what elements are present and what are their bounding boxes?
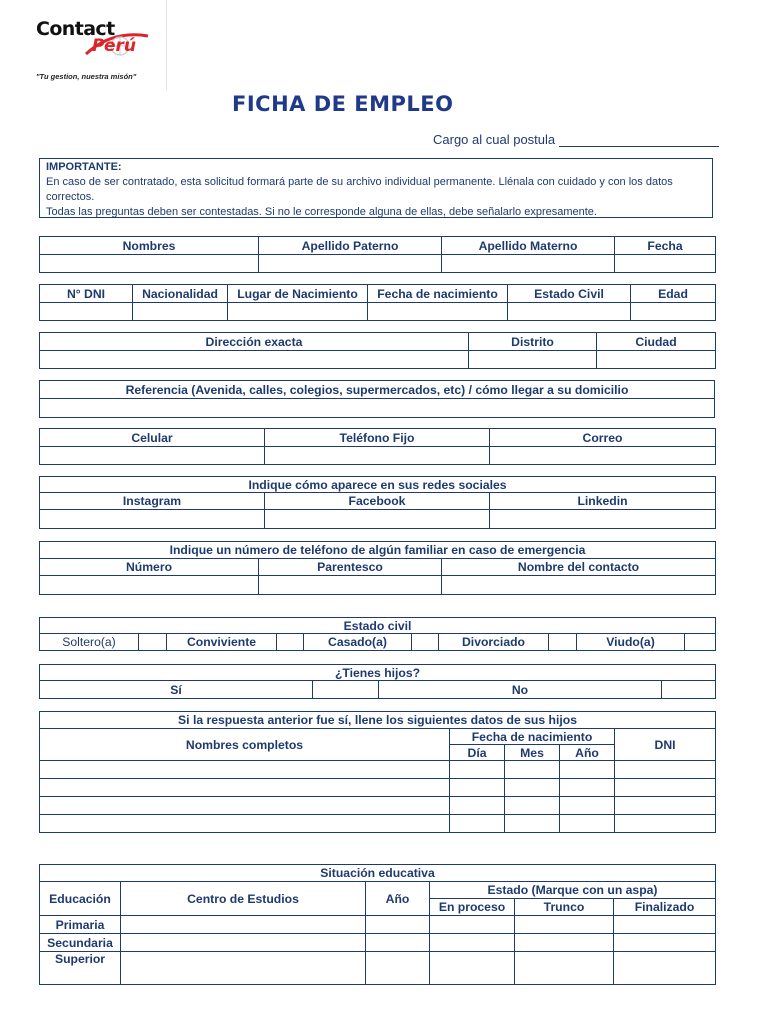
header-anio: Año — [560, 745, 615, 761]
input-correo[interactable] — [490, 447, 716, 465]
civil-status-table — [39, 617, 716, 651]
label-soltero: Soltero(a) — [40, 634, 139, 651]
identification-table — [39, 284, 716, 321]
header-distrito: Distrito — [469, 333, 597, 351]
input-fecha-nacimiento[interactable] — [368, 303, 508, 321]
input-hijo-dni[interactable] — [615, 815, 716, 833]
header-trunco: Trunco — [515, 899, 614, 916]
header-mes: Mes — [505, 745, 560, 761]
input-hijo-dia[interactable] — [450, 797, 505, 815]
input-distrito[interactable] — [469, 351, 597, 369]
input-primaria-en-proceso[interactable] — [430, 916, 515, 934]
header-dia: Día — [450, 745, 505, 761]
input-superior-anio[interactable] — [366, 952, 430, 985]
input-referencia[interactable] — [40, 399, 715, 418]
input-ciudad[interactable] — [597, 351, 716, 369]
input-superior-centro[interactable] — [121, 952, 366, 985]
input-hijo-nombre[interactable] — [40, 779, 450, 797]
header-nombre-contacto: Nombre del contacto — [442, 559, 716, 576]
label-si: Sí — [40, 681, 313, 699]
input-instagram[interactable] — [40, 510, 265, 529]
header-celular: Celular — [40, 429, 265, 447]
input-edad[interactable] — [631, 303, 716, 321]
header-dni: N° DNI — [40, 285, 133, 303]
input-lugar-nacimiento[interactable] — [228, 303, 368, 321]
header-nombres-completos: Nombres completos — [40, 729, 450, 761]
header-divider — [166, 0, 167, 90]
input-celular[interactable] — [40, 447, 265, 465]
input-hijo-dia[interactable] — [450, 815, 505, 833]
header-finalizado: Finalizado — [614, 899, 716, 916]
input-secundaria-centro[interactable] — [121, 934, 366, 952]
children-yes-no-table — [39, 664, 716, 699]
input-nombre-contacto[interactable] — [442, 576, 716, 595]
logo-tagline: "Tu gestion, nuestra misón" — [36, 72, 137, 81]
checkbox-viudo[interactable] — [685, 634, 716, 651]
label-conviviente: Conviviente — [167, 634, 277, 651]
header-fecha-nacimiento-hijos: Fecha de nacimiento — [450, 729, 615, 745]
input-hijo-dni[interactable] — [615, 797, 716, 815]
input-hijo-dni[interactable] — [615, 761, 716, 779]
header-educacion: Educación — [40, 882, 121, 916]
cargo-label: Cargo al cual postula — [433, 132, 556, 147]
input-hijo-anio[interactable] — [560, 779, 615, 797]
header-datos-hijos: Si la respuesta anterior fue sí, llene los siguientes datos de sus hijos — [40, 712, 716, 729]
header-fecha-nacimiento: Fecha de nacimiento — [368, 285, 508, 303]
checkbox-conviviente[interactable] — [277, 634, 304, 651]
header-referencia: Referencia (Avenida, calles, colegios, supermercados, etc) / cómo llegar a su domicilio — [40, 381, 715, 399]
checkbox-no[interactable] — [662, 681, 716, 699]
important-notice — [39, 158, 713, 218]
logo-text-contact: Contact — [36, 18, 115, 40]
input-superior-trunco[interactable] — [515, 952, 614, 985]
input-hijo-anio[interactable] — [560, 761, 615, 779]
contact-table — [39, 428, 716, 465]
table-row — [40, 797, 716, 815]
header-estado-civil-section: Estado civil — [40, 618, 716, 634]
checkbox-si[interactable] — [313, 681, 379, 699]
input-superior-en-proceso[interactable] — [430, 952, 515, 985]
header-anio-educacion: Año — [366, 882, 430, 916]
table-row — [40, 815, 716, 833]
input-hijo-nombre[interactable] — [40, 815, 450, 833]
input-nacionalidad[interactable] — [133, 303, 228, 321]
input-facebook[interactable] — [265, 510, 490, 529]
address-table — [39, 332, 716, 369]
header-ciudad: Ciudad — [597, 333, 716, 351]
header-parentesco: Parentesco — [259, 559, 442, 576]
header-facebook: Facebook — [265, 493, 490, 510]
input-secundaria-anio[interactable] — [366, 934, 430, 952]
input-primaria-finalizado[interactable] — [614, 916, 716, 934]
input-telefono[interactable] — [265, 447, 490, 465]
header-numero: Número — [40, 559, 259, 576]
input-dni[interactable] — [40, 303, 133, 321]
header-centro-estudios: Centro de Estudios — [121, 882, 366, 916]
label-secundaria: Secundaria — [40, 934, 121, 952]
input-hijo-anio[interactable] — [560, 797, 615, 815]
header-tienes-hijos: ¿Tienes hijos? — [40, 665, 716, 681]
input-primaria-centro[interactable] — [121, 916, 366, 934]
header-en-proceso: En proceso — [430, 899, 515, 916]
header-telefono: Teléfono Fijo — [265, 429, 490, 447]
input-secundaria-trunco[interactable] — [515, 934, 614, 952]
input-parentesco[interactable] — [259, 576, 442, 595]
input-hijo-mes[interactable] — [505, 779, 560, 797]
input-direccion[interactable] — [40, 351, 469, 369]
checkbox-soltero[interactable] — [139, 634, 167, 651]
label-no: No — [379, 681, 662, 699]
header-redes-sociales: Indique cómo aparece en sus redes sociales — [40, 477, 716, 493]
header-edad: Edad — [631, 285, 716, 303]
reference-table — [39, 380, 715, 418]
social-table — [39, 476, 716, 529]
input-fecha[interactable] — [615, 255, 716, 273]
children-details-table — [39, 711, 716, 833]
label-superior: Superior — [40, 952, 121, 985]
input-hijo-dni[interactable] — [615, 779, 716, 797]
emergency-table — [39, 541, 716, 595]
notice-line-2: Todas las preguntas deben ser contestadas. Si no le corresponde alguna de ellas, debe señalarlo expresamente. — [46, 206, 597, 218]
header-apellido-materno: Apellido Materno — [442, 237, 615, 255]
input-hijo-mes[interactable] — [505, 761, 560, 779]
input-secundaria-finalizado[interactable] — [614, 934, 716, 952]
input-hijo-dia[interactable] — [450, 761, 505, 779]
input-apellido-materno[interactable] — [442, 255, 615, 273]
input-linkedin[interactable] — [490, 510, 716, 529]
header-fecha: Fecha — [615, 237, 716, 255]
checkbox-casado[interactable] — [412, 634, 439, 651]
input-hijo-mes[interactable] — [505, 797, 560, 815]
input-hijo-mes[interactable] — [505, 815, 560, 833]
input-hijo-nombre[interactable] — [40, 761, 450, 779]
header-correo: Correo — [490, 429, 716, 447]
logo-text-peru: Perú — [92, 36, 137, 56]
input-hijo-nombre[interactable] — [40, 797, 450, 815]
label-primaria: Primaria — [40, 916, 121, 934]
cargo-input-line[interactable] — [559, 133, 719, 147]
header-apellido-paterno: Apellido Paterno — [259, 237, 442, 255]
input-apellido-paterno[interactable] — [259, 255, 442, 273]
table-row — [40, 779, 716, 797]
input-superior-finalizado[interactable] — [614, 952, 716, 985]
header-lugar-nacimiento: Lugar de Nacimiento — [228, 285, 368, 303]
personal-table — [39, 236, 716, 273]
label-divorciado: Divorciado — [439, 634, 549, 651]
cargo-field[interactable] — [433, 132, 719, 147]
header-estado-civil: Estado Civil — [508, 285, 631, 303]
header-dni-hijos: DNI — [615, 729, 716, 761]
input-primaria-trunco[interactable] — [515, 916, 614, 934]
header-direccion: Dirección exacta — [40, 333, 469, 351]
input-numero[interactable] — [40, 576, 259, 595]
header-linkedin: Linkedin — [490, 493, 716, 510]
header-instagram: Instagram — [40, 493, 265, 510]
label-viudo: Viudo(a) — [577, 634, 685, 651]
input-nombres[interactable] — [40, 255, 259, 273]
header-nacionalidad: Nacionalidad — [133, 285, 228, 303]
header-emergencia: Indique un número de teléfono de algún familiar en caso de emergencia — [40, 542, 716, 559]
input-hijo-dia[interactable] — [450, 779, 505, 797]
notice-heading: IMPORTANTE: — [46, 161, 122, 173]
company-logo — [34, 16, 168, 88]
notice-line-1: En caso de ser contratado, esta solicitud formará parte de su archivo individual permanente. Llénala con cuidado y con los datos correctos. — [46, 176, 673, 203]
label-casado: Casado(a) — [304, 634, 412, 651]
input-primaria-anio[interactable] — [366, 916, 430, 934]
header-estado-educacion: Estado (Marque con un aspa) — [430, 882, 716, 899]
header-situacion-educativa: Situación educativa — [40, 865, 716, 882]
input-hijo-anio[interactable] — [560, 815, 615, 833]
page-title: FICHA DE EMPLEO — [232, 92, 454, 116]
input-secundaria-en-proceso[interactable] — [430, 934, 515, 952]
table-row — [40, 761, 716, 779]
checkbox-divorciado[interactable] — [549, 634, 577, 651]
input-estado-civil[interactable] — [508, 303, 631, 321]
education-table — [39, 864, 716, 985]
header-nombres: Nombres — [40, 237, 259, 255]
